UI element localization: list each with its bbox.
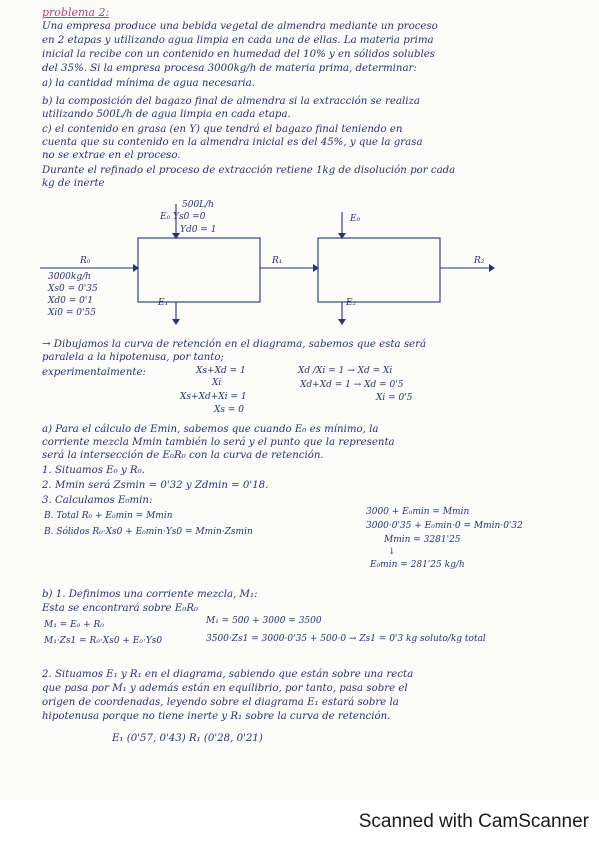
equilibrium-points: E₁ (0'57, 0'43) R₁ (0'28, 0'21) xyxy=(112,733,263,744)
intro-line: del 35%. Si la empresa procesa 3000kg/h de materia prima, determinar: xyxy=(42,63,417,74)
intro-line: Una empresa produce una bebida vegetal de almendra mediante un proceso xyxy=(42,21,438,32)
part-b-line: Esta se encontrará sobre E₀R₀ xyxy=(42,603,199,614)
question-b-cont: utilizando 500L/h de agua limpia en cada etapa. xyxy=(42,109,291,120)
question-c-cont: cuenta que su contenido en la almendra inicial es del 45%, y que la grasa xyxy=(42,137,423,148)
part-a-line: 3. Calculamos E₀min: xyxy=(42,495,153,506)
part-b2-line: hipotenusa porque no tiene inerte y R₁ sobre la curva de retención. xyxy=(42,711,391,722)
part-b2-line: origen de coordenadas, leyendo sobre el diagrama E₁ estará sobre la xyxy=(42,697,399,708)
r0-xi: Xi0 = 0'55 xyxy=(48,308,96,318)
question-c-cont: no se extrae en el proceso. xyxy=(42,150,181,161)
part-a-line: a) Para el cálculo de Emin, sabemos que cuando E₀ es mínimo, la xyxy=(42,424,379,435)
r0-xd: Xd0 = 0'1 xyxy=(48,296,94,306)
retention-eq: Xi xyxy=(212,378,222,388)
r0-flow: 3000kg/h xyxy=(48,272,91,282)
retention-statement: kg de inerte xyxy=(42,178,105,189)
e0-yd-label: Yd0 = 1 xyxy=(180,225,217,235)
retention-eq: Xd /Xi = 1 → Xd = Xi xyxy=(298,366,393,376)
retention-eq: Xs+Xd = 1 xyxy=(196,366,246,376)
e1-label: E₁ xyxy=(158,298,169,308)
retention-line: → Dibujamos la curva de retención en el diagrama, sabemos que esta será xyxy=(42,339,427,350)
question-b: b) la composición del bagazo final de almendra si la extracción se realiza xyxy=(42,96,420,107)
stage-2-box xyxy=(318,238,440,302)
question-a: a) la cantidad mínima de agua necesaria. xyxy=(42,78,255,89)
retention-line: experimentalmente: xyxy=(42,367,146,378)
intro-line: inicial la recibe con un contenido en humedad del 10% y en sólidos solubles xyxy=(42,49,436,60)
part-b-line: M₁·Zs1 = R₀·Xs0 + E₀·Ys0 xyxy=(44,636,163,646)
e2-label: E₂ xyxy=(346,298,357,308)
part-a-calc: Mmin = 3281'25 xyxy=(384,535,461,545)
r0-xs: Xs0 = 0'35 xyxy=(48,284,98,294)
retention-eq: Xi = 0'5 xyxy=(376,393,413,403)
part-a-line: será la intersección de E₀R₀ con la curva de retención. xyxy=(42,450,324,461)
part-b2-line: que pasa por M₁ y además están en equilibrio, por tanto, pasa sobre el xyxy=(42,683,408,694)
part-a-calc: ↓ xyxy=(388,547,396,557)
retention-statement: Durante el refinado el proceso de extracción retiene 1kg de disolución por cada xyxy=(42,165,456,176)
problem-title: problema 2: xyxy=(42,6,110,19)
part-a-balance: B. Sólidos R₀·Xs0 + E₀min·Ys0 = Mmin·Zsmin xyxy=(44,527,253,537)
part-b-calc: M₁ = 500 + 3000 = 3500 xyxy=(206,616,322,626)
part-b-calc: 3500·Zs1 = 3000·0'35 + 500·0 → Zs1 = 0'3 kg soluto/kg total xyxy=(206,634,486,644)
r0-label: R₀ xyxy=(80,256,91,266)
e0-right-label: E₀ xyxy=(350,214,361,224)
intro-line: en 2 etapas y utilizando agua limpia en cada una de ellas. La materia prima xyxy=(42,35,434,46)
scanner-watermark: Scanned with CamScanner xyxy=(358,811,589,832)
e0-ys-label: E₀ Ys0 =0 xyxy=(160,212,206,222)
retention-eq: Xs = 0 xyxy=(214,405,245,415)
retention-line: paralela a la hipotenusa, por tanto; xyxy=(42,352,224,363)
stage-1-box xyxy=(138,238,260,302)
part-a-line: corriente mezcla Mmin también lo será y el punto que la representa xyxy=(42,437,395,448)
retention-eq: Xd+Xd = 1 → Xd = 0'5 xyxy=(300,380,404,390)
retention-eq: Xs+Xd+Xi = 1 xyxy=(180,392,247,402)
part-a-line: 1. Situamos E₀ y R₀. xyxy=(42,465,145,476)
question-c: c) el contenido en grasa (en Y) que tendrá el bagazo final teniendo en xyxy=(42,124,403,135)
part-a-calc: 3000 + E₀min = Mmin xyxy=(366,507,470,517)
part-a-line: 2. Mmin será Zsmin = 0'32 y Zdmin = 0'18. xyxy=(42,480,269,491)
part-b2-line: 2. Situamos E₁ y R₁ en el diagrama, sabiendo que están sobre una recta xyxy=(42,669,414,680)
r1-label: R₁ xyxy=(272,256,283,266)
part-b-line: M₁ = E₀ + R₀ xyxy=(44,620,104,630)
part-b-line: b) 1. Definimos una corriente mezcla, M₁: xyxy=(42,589,258,600)
part-a-balance: B. Total R₀ + E₀min = Mmin xyxy=(44,511,173,521)
part-a-result: E₀min = 281'25 kg/h xyxy=(370,560,465,570)
r2-label: R₂ xyxy=(474,256,485,266)
part-a-calc: 3000·0'35 + E₀min·0 = Mmin·0'32 xyxy=(366,521,523,531)
e0-flow-label: 500L/h xyxy=(182,200,214,210)
